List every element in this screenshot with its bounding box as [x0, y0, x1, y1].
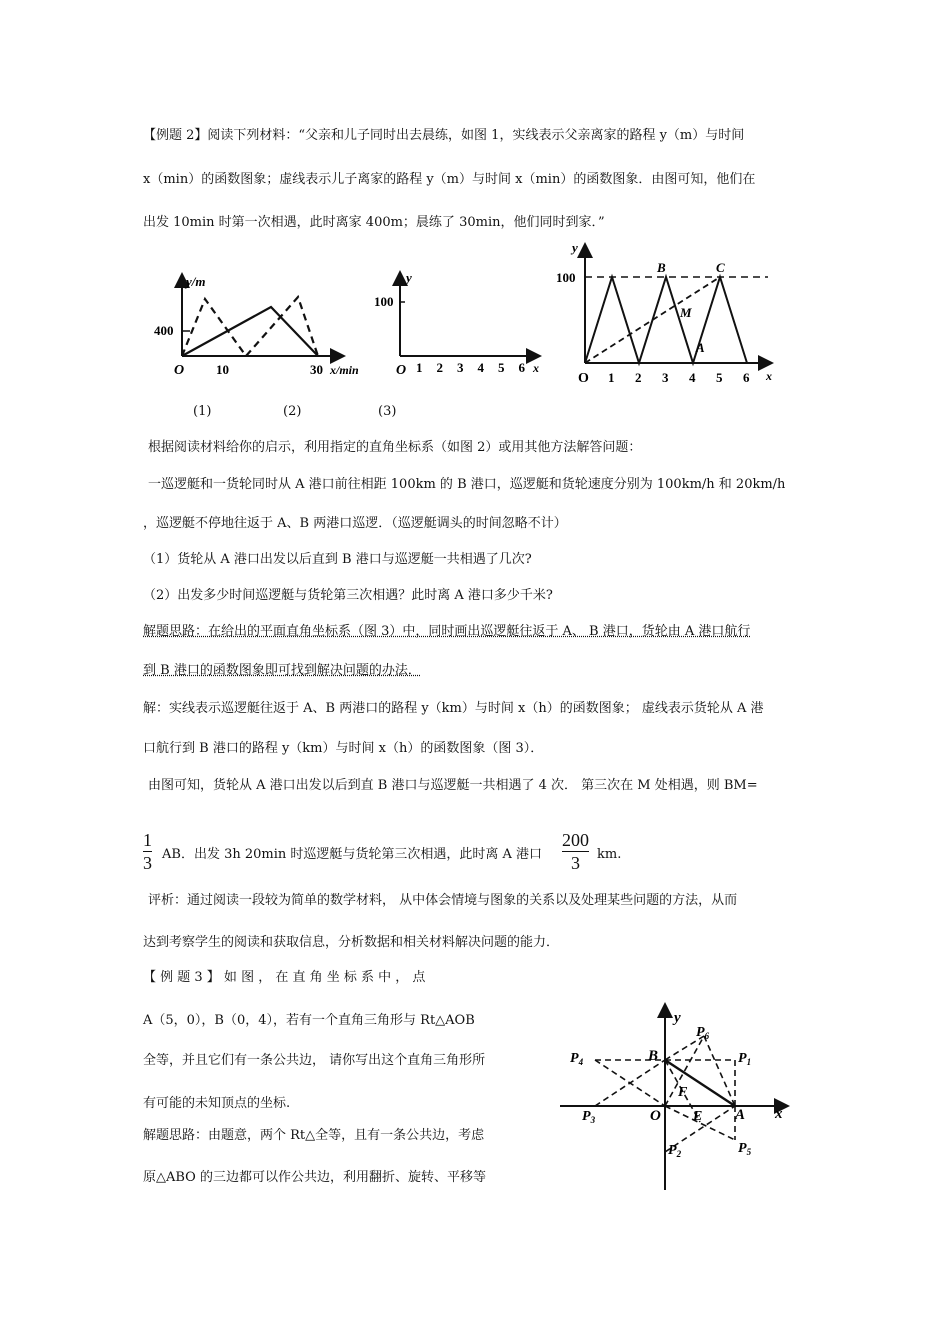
ex3-label-O: O: [650, 1108, 661, 1124]
fig3-label-M: M: [680, 305, 692, 320]
solution-line4-b: km.: [597, 847, 622, 862]
figure-caption-1: (1): [193, 404, 212, 419]
question-2: （2）出发多少时间巡逻艇与货轮第三次相遇？此时离 A 港口多少千米?: [143, 588, 553, 603]
fig3-xtick-5: 5: [716, 370, 723, 385]
ex3-label-F: F: [678, 1085, 688, 1100]
fig1-son-line: [182, 297, 318, 356]
ex3-label-P6: $P_6$: [696, 1025, 710, 1041]
fig1-ylabel: y/m: [186, 274, 206, 289]
comment-line2: 达到考察学生的阅读和获取信息，分析数据和相关材料解决问题的能力．: [143, 935, 560, 950]
ex3-label-x: x: [775, 1106, 783, 1122]
ex3-label-y: y: [674, 1010, 681, 1026]
solution-line2: 口航行到 B 港口的路程 y（km）与时间 x（h）的函数图象（图 3）．: [143, 741, 544, 756]
fig2-xtick-6: 6: [518, 360, 525, 375]
fig3-xlabel: x: [766, 369, 772, 383]
ex3-label-B: B: [648, 1048, 659, 1064]
figure-2-graph: [372, 268, 550, 380]
figure-3-graph: [550, 240, 790, 390]
solution-line3: 由图可知，货轮从 A 港口出发以后到直 B 港口与巡逻艇一共相遇了 4 次． 第三次在 M 处相遇，则 BM=: [148, 778, 758, 793]
fraction-200-thirds: [562, 830, 589, 873]
fraction-one-third: [143, 830, 152, 873]
fig1-father-line: [182, 307, 318, 356]
fig1-ytick-400: 400: [154, 323, 174, 338]
example3-line1: 【 例 题 3 】 如 图 ， 在 直 角 坐 标 系 中 ， 点: [143, 970, 426, 985]
fig2-xtick-2: 2: [436, 360, 443, 375]
solution-line4-a: AB．出发 3h 20min 时巡逻艇与货轮第三次相遇，此时离 A 港口: [162, 847, 543, 862]
example3-line5: 解题思路：由题意，两个 Rt△全等，且有一条公共边，考虑: [143, 1128, 485, 1143]
solution-idea-line2: 到 B 港口的函数图象即可找到解决问题的办法．: [143, 663, 421, 678]
fig3-label-B: B: [657, 260, 666, 275]
example2-intro-line1: 【例题 2】阅读下列材料：“父亲和儿子同时出去晨练，如图 1，实线表示父亲离家的路程 y（m）与时间: [143, 128, 745, 143]
fig3-xtick-6: 6: [743, 370, 750, 385]
fig2-xtick-4: 4: [477, 360, 484, 375]
solution-line1: 解：实线表示巡逻艇往返于 A、B 两港口的路程 y（km）与时间 x（h）的函数图象； 虚线表示货轮从 A 港: [143, 701, 764, 716]
example3-line3: 全等，并且它们有一条公共边， 请你写出这个直角三角形所: [143, 1053, 486, 1068]
fig3-ylabel: y: [572, 240, 578, 255]
fig2-ylabel: y: [406, 270, 412, 285]
fig3-xtick-2: 2: [635, 370, 642, 385]
example3-line4: 有可能的未知顶点的坐标.: [143, 1096, 291, 1111]
fig2-xtick-5: 5: [498, 360, 505, 375]
fraction-numerator: 1: [143, 830, 152, 850]
fig3-xtick-1: 1: [608, 370, 615, 385]
solution-idea-line1: 解题思路：在给出的平面直角坐标系（图 3）中，同时画出巡逻艇往返于 A、 B 港口，货轮由 A 港口航行: [143, 624, 751, 639]
ex3-label-P4: $P_4$: [570, 1051, 584, 1067]
ex3-label-P5: $P_5$: [738, 1141, 752, 1157]
question-intro: 根据阅读材料给你的启示，利用指定的直角坐标系（如图 2）或用其他方法解答问题：: [148, 440, 642, 455]
fig3-ytick-100: 100: [556, 270, 576, 285]
comment-line1: 评析：通过阅读一段较为简单的数学材料， 从中体会情境与图象的关系以及处理某些问题的方法，从而: [148, 893, 738, 908]
fig1-xtick-30: 30: [310, 362, 323, 377]
ex3-label-P2: $P_2$: [668, 1143, 682, 1159]
fraction-numerator: 200: [562, 830, 589, 850]
fig3-label-C: C: [716, 260, 725, 275]
figure-1-graph: [154, 262, 375, 382]
fig1-xlabel: x/min: [330, 363, 359, 377]
ex3-label-E: E: [693, 1109, 703, 1124]
question-line1: 一巡逻艇和一货轮同时从 A 港口前往相距 100km 的 B 港口，巡逻艇和货轮速度分别为 100km/h 和 20km/h: [148, 477, 786, 492]
fig1-origin: O: [174, 363, 185, 378]
example3-line6: 原△ABO 的三边都可以作公共边，利用翻折、旋转、平移等: [143, 1170, 486, 1185]
ex3-label-A: A: [735, 1107, 746, 1123]
example3-figure: [560, 1000, 800, 1195]
fig3-patrol-line: [585, 277, 747, 363]
fig3-label-A: A: [696, 340, 705, 355]
example2-intro-line2: x（min）的函数图象；虚线表示儿子离家的路程 y（m）与时间 x（min）的函数图象．由图可知，他们在: [143, 172, 756, 187]
example2-intro-line3: 出发 10min 时第一次相遇，此时离家 400m；晨练了 30min，他们同时到家．”: [143, 215, 605, 230]
fig3-xtick-3: 3: [662, 370, 669, 385]
fig1-xtick-10: 10: [216, 362, 229, 377]
fig3-xtick-4: 4: [689, 370, 696, 385]
question-line2: ，巡逻艇不停地往返于 A、B 两港口巡逻．（巡逻艇调头的时间忽略不计）: [143, 516, 567, 531]
fig2-origin: O: [396, 363, 407, 378]
fig2-ytick-100: 100: [374, 294, 394, 309]
figure-caption-3: (3): [378, 404, 397, 419]
fraction-denominator: 3: [143, 853, 152, 873]
ex3-label-P1: $P_1$: [738, 1051, 752, 1067]
question-1: （1）货轮从 A 港口出发以后直到 B 港口与巡逻艇一共相遇了几次?: [143, 552, 532, 567]
fraction-denominator: 3: [571, 853, 580, 873]
example3-line2: A（5，0），B（0，4），若有一个直角三角形与 Rt△AOB: [143, 1013, 475, 1028]
ex3-label-P3: $P_3$: [582, 1109, 596, 1125]
fig2-xtick-3: 3: [457, 360, 464, 375]
figure-caption-2: (2): [283, 404, 302, 419]
fig3-origin: O: [578, 371, 589, 386]
fig2-xlabel: x: [533, 361, 539, 375]
fig2-xtick-1: 1: [416, 360, 423, 375]
